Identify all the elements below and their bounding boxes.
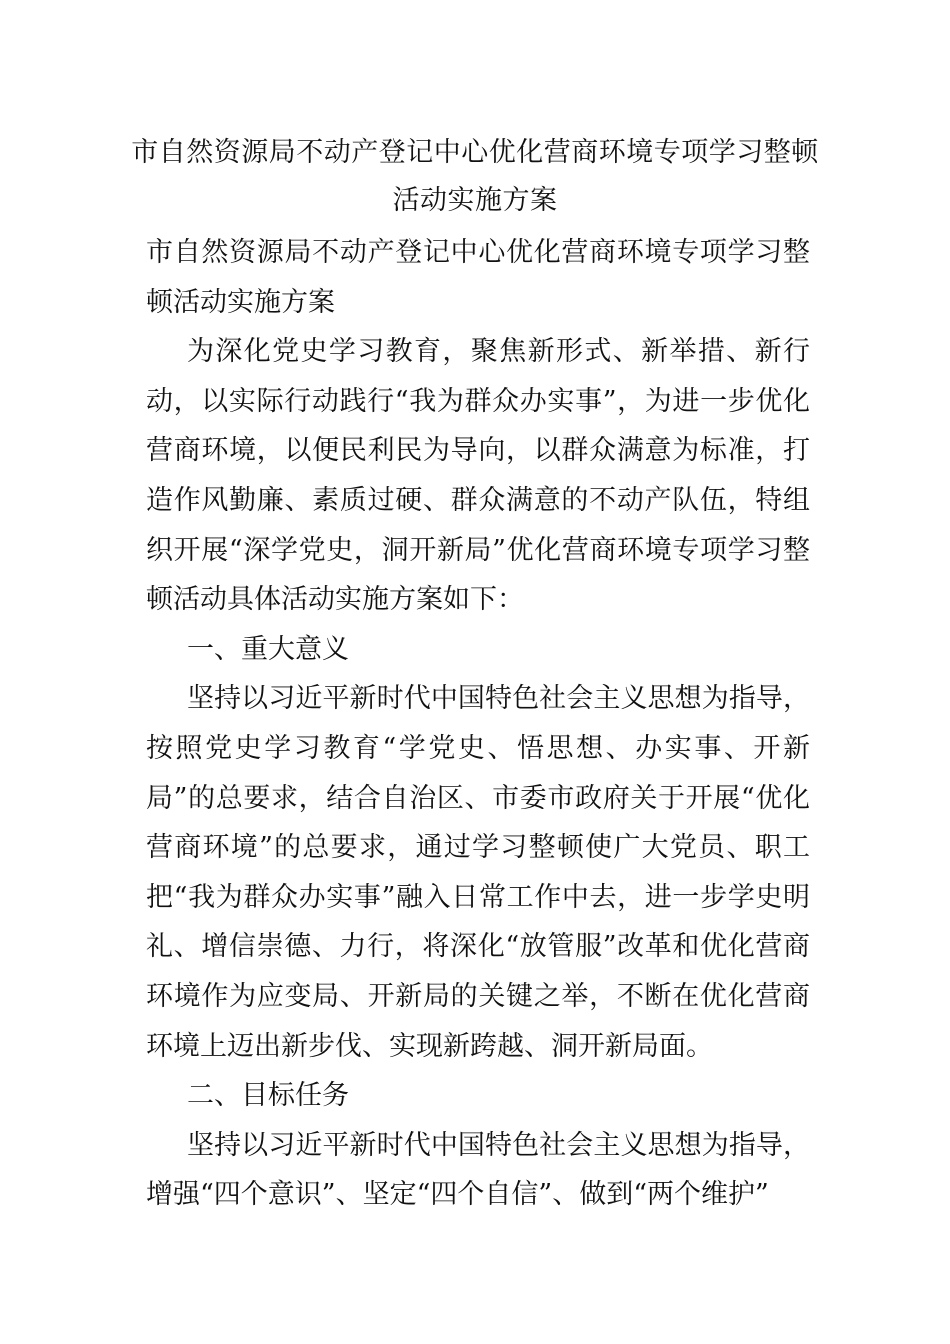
document-subtitle: 市自然资源局不动产登记中心优化营商环境专项学习整顿活动实施方案 <box>146 237 810 318</box>
section-2-heading: 二、目标任务 <box>187 1080 349 1112</box>
section-2-paragraph: 坚持以习近平新时代中国特色社会主义思想为指导，增强“四个意识”、坚定“四个自信”、做到“两个维护” <box>146 1129 810 1211</box>
intro-paragraph: 为深化党史学习教育，聚焦新形式、新举措、新行动，以实际行动践行“我为群众办实事”，为进一步优化营商环境，以便民利民为导向，以群众满意为标准，打造作风勤廉、素质过硬、群众满意的不动产队伍，特组织开展“深学党史，洞开新局”优化营商环境专项学习整顿活动具体活动实施方案如下： <box>146 336 810 616</box>
document-title-line-1: 市自然资源局不动产登记中心优化营商环境专项学习整顿 <box>131 137 819 168</box>
document-title-line-2: 活动实施方案 <box>392 185 558 216</box>
section-1-paragraph: 坚持以习近平新时代中国特色社会主义思想为指导，按照党史学习教育“学党史、悟思想、办实事、开新局”的总要求，结合自治区、市委市政府关于开展“优化营商环境”的总要求，通过学习整顿使广大党员、职工把“我为群众办实事”融入日常工作中去，进一步学史明礼、增信崇德、力行，将深化“放管服”改革和优化营商环境作为应变局、开新局的关键之举，不断在优化营商环境上迈出新步伐、实现新跨越、洞开新局面。 <box>146 683 810 1062</box>
section-1-heading: 一、重大意义 <box>187 633 349 665</box>
document-body <box>146 228 810 1220</box>
